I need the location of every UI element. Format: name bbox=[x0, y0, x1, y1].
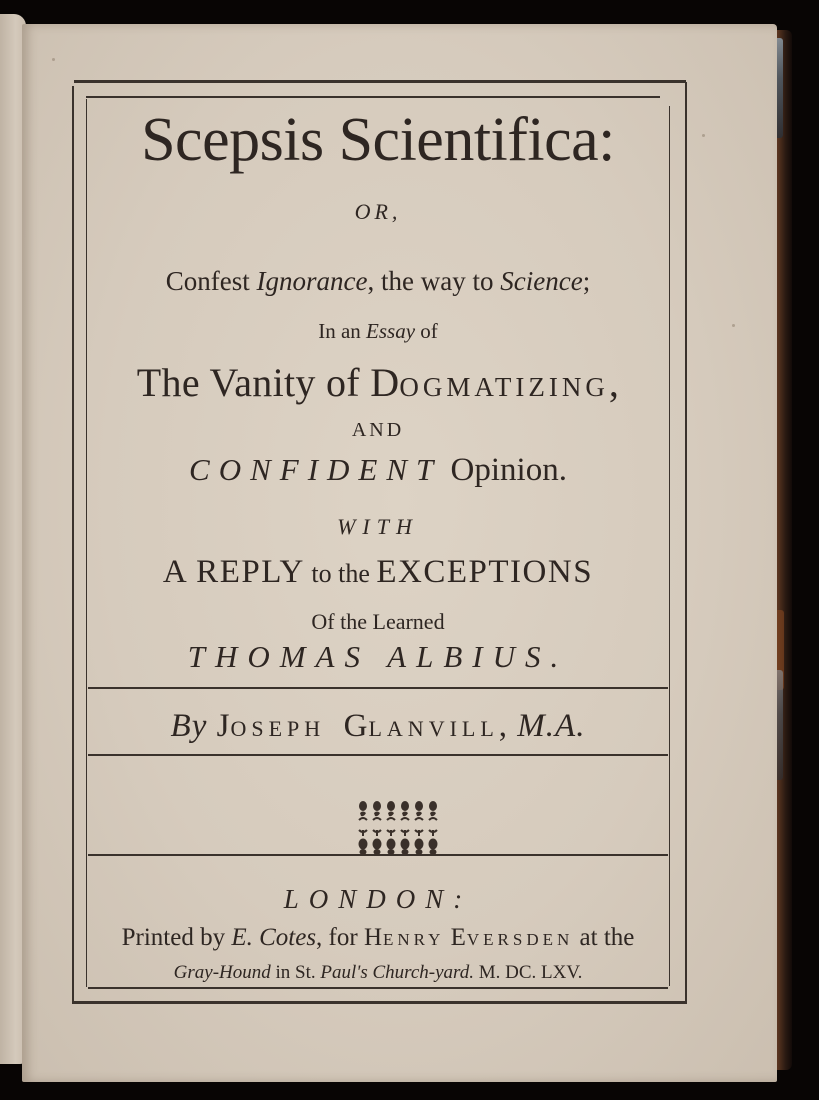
author-sep: , bbox=[498, 708, 518, 744]
divider-above-author bbox=[88, 687, 668, 689]
subtitle-mid: , the way to bbox=[367, 266, 501, 296]
imprint-address-line bbox=[88, 962, 668, 984]
book-title: Scepsis Scientifica: bbox=[141, 106, 615, 174]
subtitle-line bbox=[88, 266, 668, 297]
imprint-bookseller-enry: ENRY bbox=[383, 930, 445, 949]
title-page bbox=[22, 24, 777, 1082]
imprint-at-the: at the bbox=[573, 924, 635, 951]
imprint-bookseller-e: E bbox=[450, 924, 467, 951]
author-first-initial: J bbox=[216, 708, 231, 744]
imprint-bookseller-h: H bbox=[363, 924, 384, 951]
printers-ornament-icon bbox=[357, 800, 443, 858]
imprint-printer: E. Cotes bbox=[231, 924, 317, 951]
title-or: OR, bbox=[354, 199, 402, 224]
author-last-rest: LANVILL bbox=[368, 716, 499, 741]
subtitle-pre: Confest bbox=[165, 266, 257, 296]
imprint-for: , for bbox=[316, 924, 364, 951]
reply-mid: to the bbox=[304, 559, 377, 588]
frame-rule-inner-right bbox=[669, 106, 670, 986]
divider-below-author bbox=[88, 754, 668, 756]
essay-line bbox=[88, 319, 668, 344]
vanity-lead: The Vanity of D bbox=[136, 360, 400, 405]
essay-pre: In an bbox=[318, 319, 367, 343]
subtitle-end: ; bbox=[582, 266, 591, 296]
confident-italic: CONFIDENT bbox=[189, 452, 443, 487]
imprint-city: LONDON: bbox=[283, 884, 473, 914]
speck bbox=[702, 134, 705, 137]
confident-line bbox=[88, 452, 668, 489]
vanity-end: , bbox=[608, 360, 620, 405]
frame-rule-outer-top bbox=[74, 80, 686, 83]
author-by: By bbox=[170, 708, 217, 744]
imprint-printed-pre: Printed by bbox=[121, 924, 232, 951]
vanity-smallcaps: OGMATIZING bbox=[399, 372, 609, 402]
with-line: WITH bbox=[337, 514, 419, 539]
frame-rule-inner-top bbox=[86, 96, 660, 98]
reply-line bbox=[88, 554, 668, 591]
and-line: AND bbox=[351, 419, 405, 441]
author-degree: M.A. bbox=[517, 708, 586, 744]
frame-rule-outer-bottom bbox=[72, 1001, 687, 1004]
author-line bbox=[88, 708, 668, 745]
frame-rule-inner-bottom bbox=[88, 987, 668, 989]
reply-a: A REPLY bbox=[162, 554, 305, 590]
albius-line: THOMAS ALBIUS. bbox=[187, 639, 569, 674]
confident-post: Opinion. bbox=[442, 452, 567, 488]
imprint-sign: Gray-Hound bbox=[173, 962, 271, 983]
frame-rule-outer-left bbox=[72, 86, 74, 1004]
learned-line: Of the Learned bbox=[311, 609, 445, 634]
essay-word: Essay bbox=[366, 319, 416, 343]
essay-post: of bbox=[415, 319, 438, 343]
author-first-rest: OSEPH bbox=[230, 716, 326, 741]
imprint-church: Paul's Church-yard. bbox=[320, 962, 474, 983]
imprint-bookseller-versden: VERSDEN bbox=[466, 930, 574, 949]
imprint-year: M. DC. LXV. bbox=[473, 962, 583, 983]
author-last-initial: G bbox=[343, 708, 369, 744]
reply-b: EXCEPTIONS bbox=[376, 554, 594, 590]
subtitle-science: Science bbox=[500, 266, 583, 296]
imprint-in: in St. bbox=[270, 962, 321, 983]
speck bbox=[732, 324, 735, 327]
imprint-printer-line bbox=[88, 924, 668, 952]
frame-rule-inner-left bbox=[86, 99, 87, 987]
vanity-line bbox=[88, 359, 668, 406]
frame-rule-outer-right bbox=[685, 82, 687, 1002]
subtitle-ignorance: Ignorance bbox=[256, 266, 368, 296]
speck bbox=[52, 58, 55, 61]
